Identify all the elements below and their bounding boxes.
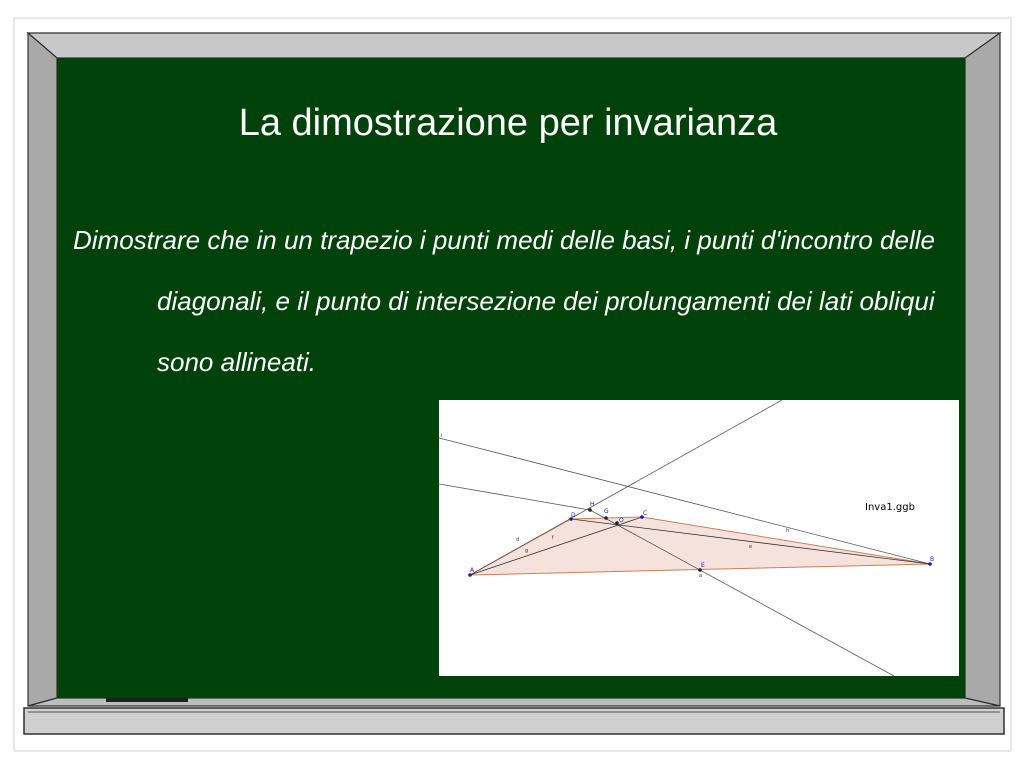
trapezoid-diagram <box>439 400 959 676</box>
slide-body <box>73 210 943 393</box>
frame-top <box>28 33 1000 58</box>
label-o: O <box>619 517 624 524</box>
geometry-figure <box>439 400 959 676</box>
line-i <box>439 484 590 510</box>
slide-title: La dimostrazione per invarianza <box>238 102 778 144</box>
body-paragraph: Dimostrare che in un trapezio i punti medi delle basi, i punti d'incontro delle diagonali, e il punto di intersezione dei prolungamenti dei lati obliqui sono allineati. <box>73 225 935 377</box>
label-d: D <box>571 512 576 519</box>
segment-label-f: f <box>552 535 554 541</box>
label-g: G <box>604 508 609 515</box>
segment-label-i: i <box>441 433 443 439</box>
segment-label-e: e <box>749 544 753 550</box>
label-a: A <box>470 567 475 574</box>
label-h: H <box>590 501 595 508</box>
label-c: C <box>643 510 648 517</box>
segment-label-g: g <box>525 548 529 554</box>
segment-label-a: a <box>699 573 703 579</box>
point-g <box>604 516 608 520</box>
figure-caption: Inva1.ggb <box>865 502 915 513</box>
label-b: B <box>930 556 935 563</box>
point-h <box>588 508 592 512</box>
label-e: E <box>701 562 705 569</box>
segment-label-d: d <box>516 537 520 543</box>
segment-label-h: h <box>786 528 790 534</box>
